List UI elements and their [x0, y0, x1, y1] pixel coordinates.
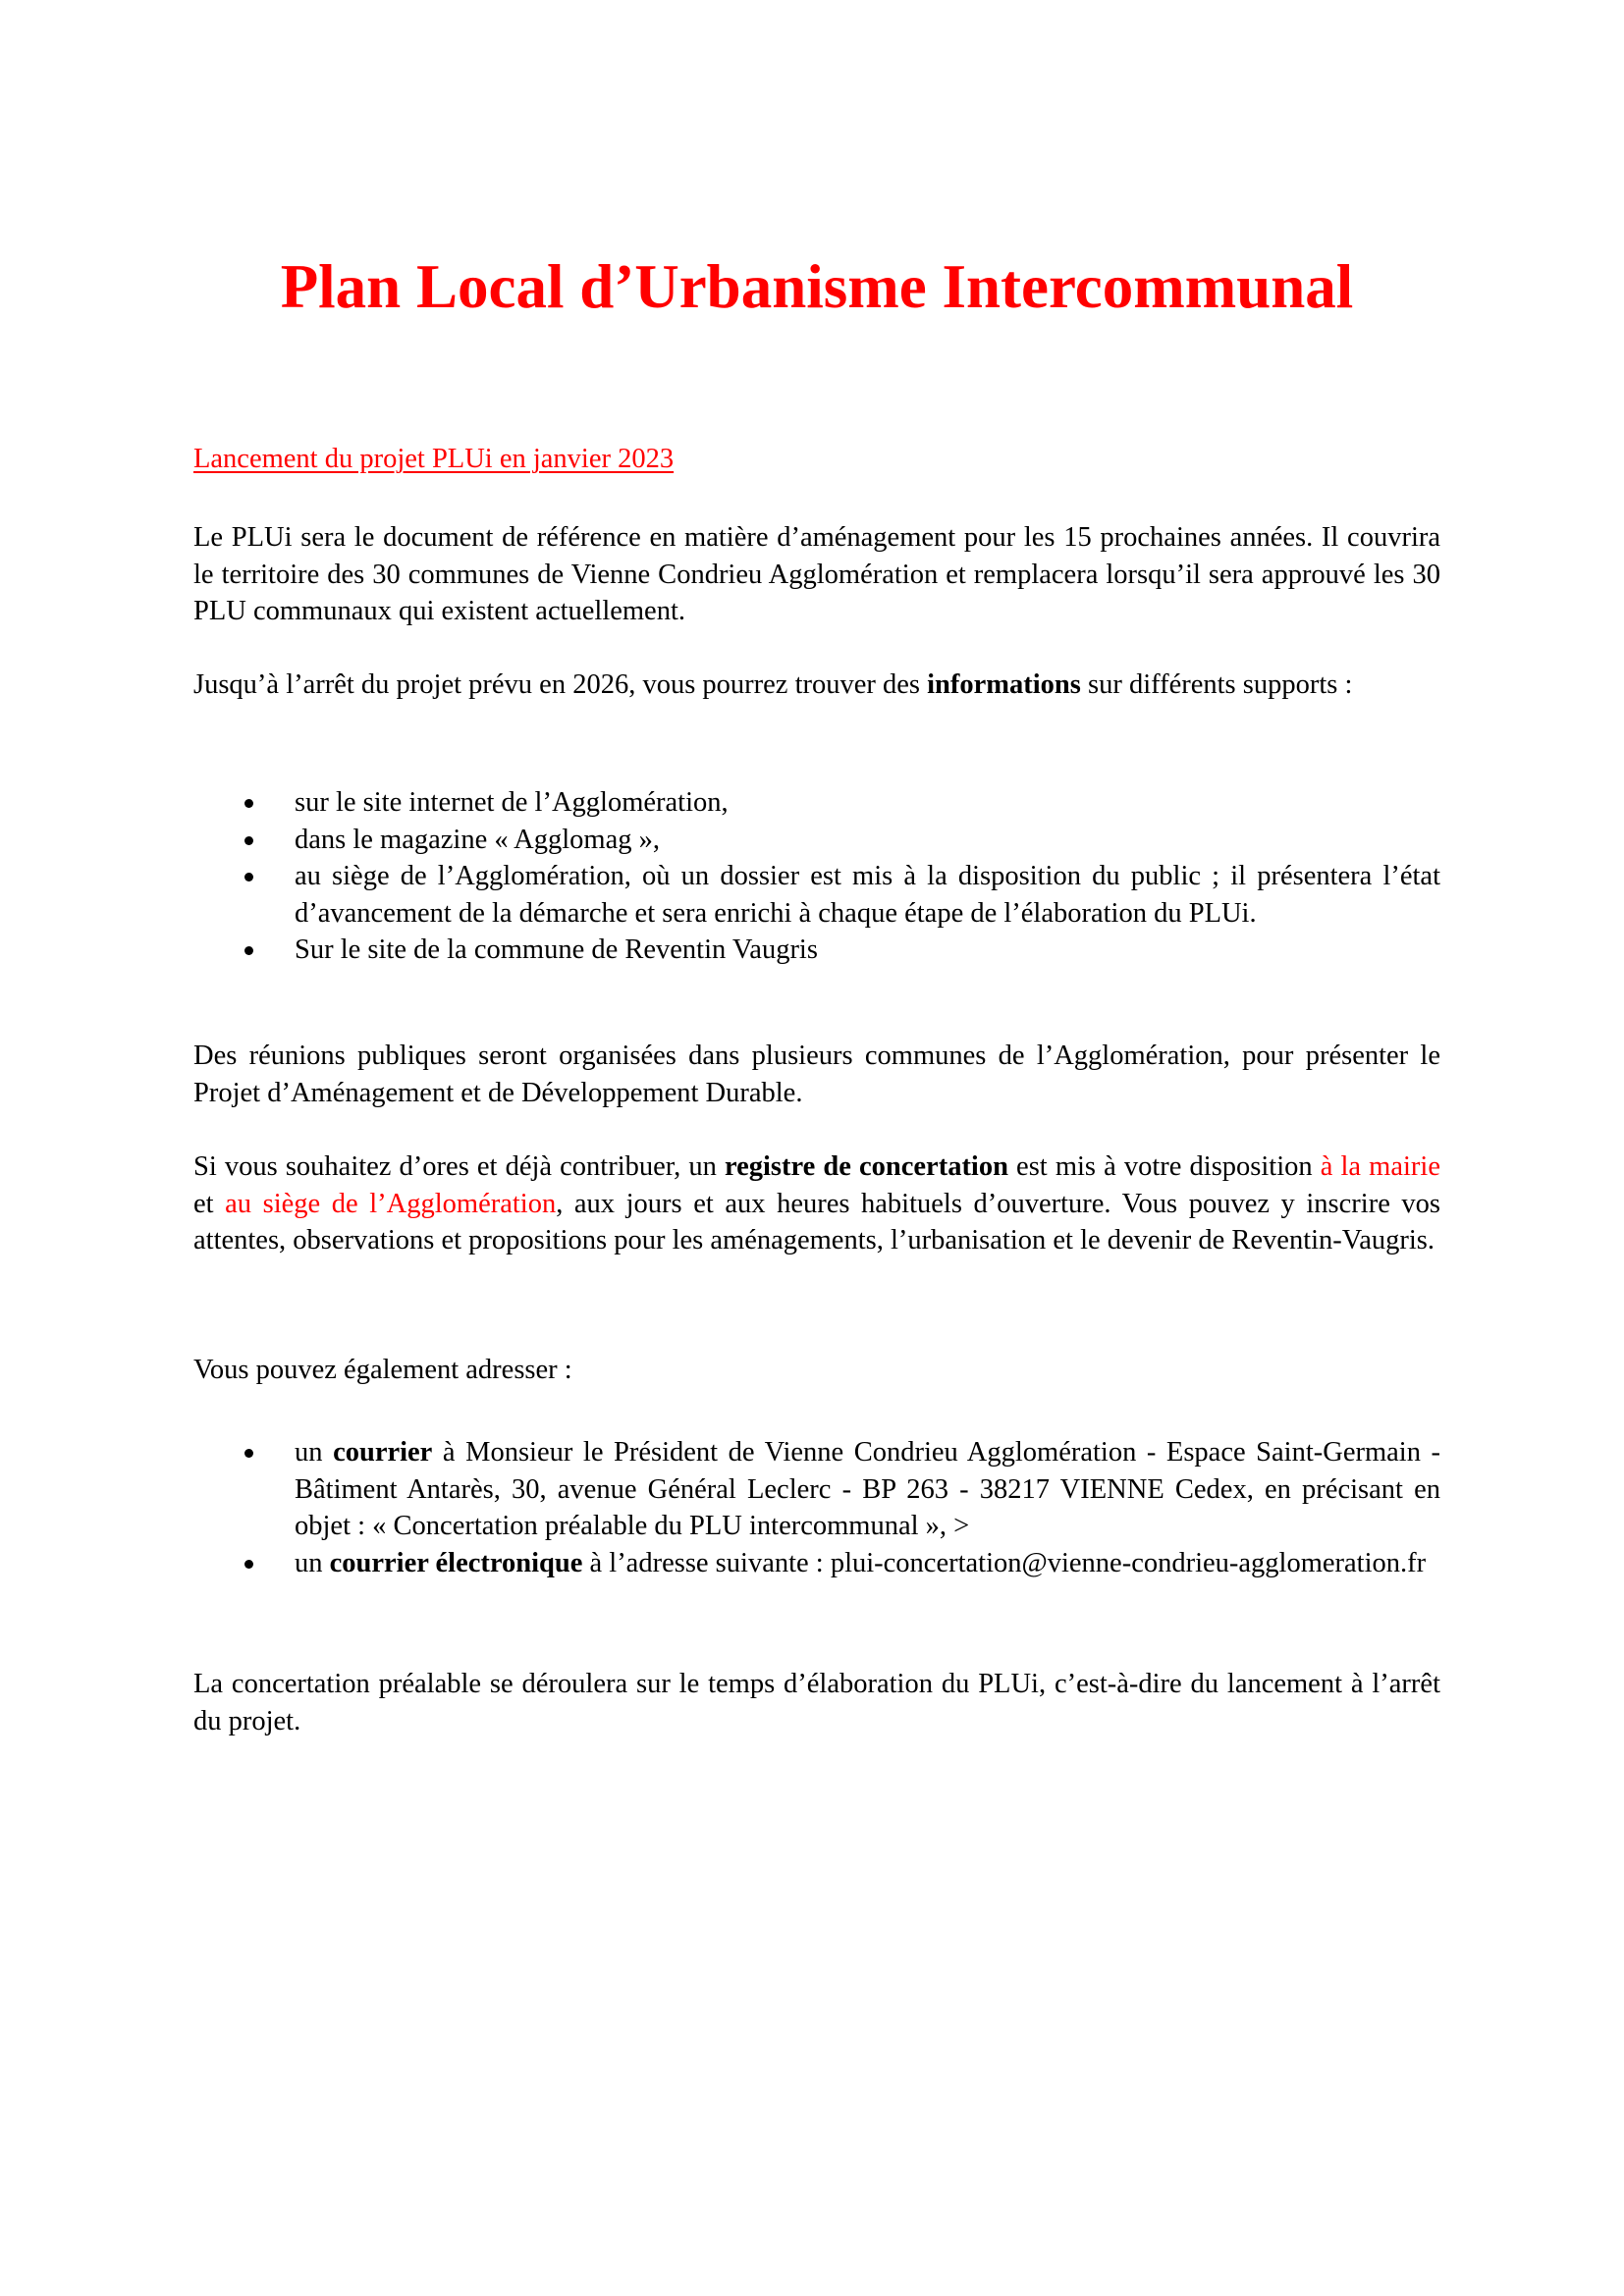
list-item [193, 858, 1440, 932]
contacts-list [193, 1434, 1440, 1581]
email-address-text: à l’adresse suivante : plui-concertation@vienne-condrieu-agglomeration.fr [582, 1547, 1427, 1578]
bullet-icon [244, 1560, 253, 1569]
address-intro-paragraph: Vous pouvez également adresser : [193, 1355, 572, 1385]
information-paragraph [193, 667, 1440, 704]
list-item [193, 822, 1440, 859]
register-text-2: est mis à votre disposition [1007, 1151, 1321, 1182]
siege-highlight: au siège de l’Agglomération [225, 1188, 557, 1219]
bullet-icon [244, 1449, 253, 1458]
closing-paragraph: La concertation préalable se déroulera sur le temps d’élaboration du PLUi, c’est-à-dire du lancement à l’arrêt du projet. [193, 1669, 1440, 1736]
list-item-email [193, 1545, 1440, 1582]
public-meetings-paragraph: Des réunions publiques seront organisées dans plusieurs communes de l’Agglomération, pour présenter le Projet d’Aménagement et de Développement Durable. [193, 1041, 1440, 1108]
list-item [193, 784, 1440, 822]
register-paragraph [193, 1148, 1440, 1259]
email-prefix: un [295, 1547, 330, 1578]
bullet-icon [244, 946, 253, 955]
bullet-icon [244, 799, 253, 808]
list-item-mail [193, 1434, 1440, 1545]
page-title: Plan Local d’Urbanisme Intercommunal [280, 252, 1354, 321]
list-item-text: Sur le site de la commune de Reventin Vaugris [295, 934, 818, 965]
mairie-highlight: à la mairie [1320, 1151, 1440, 1182]
mail-address-text: à Monsieur le Président de Vienne Condrieu Agglomération - Espace Saint-Germain - Bâtiment Antarès, 30, avenue Général Leclerc - BP 263 - 38217 VIENNE Cedex, en précisant en objet : « Concertation préalable du PLU intercommunal », > [295, 1437, 1440, 1541]
bullet-icon [244, 836, 253, 845]
information-bold: informations [927, 669, 1081, 700]
information-text-before: Jusqu’à l’arrêt du projet prévu en 2026, vous pourrez trouver des [193, 669, 928, 700]
mail-bold: courrier [333, 1437, 433, 1468]
list-item [193, 932, 1440, 969]
register-text-4: , aux jours et aux heures habituels d’ouverture. Vous pouvez y inscrire vos attentes, observations et propositions pour les aménagements, l’urbanisation et le devenir de Reventin-Vaugris. [193, 1188, 1441, 1255]
register-text-3: et [193, 1188, 226, 1219]
email-bold: courrier électronique [329, 1547, 583, 1578]
mail-prefix: un [295, 1437, 334, 1468]
bullet-icon [244, 873, 253, 881]
list-item-text: sur le site internet de l’Agglomération, [295, 787, 729, 818]
section-subtitle: Lancement du projet PLUi en janvier 2023 [193, 444, 675, 474]
list-item-text: dans le magazine « Agglomag », [295, 824, 660, 855]
information-text-after: sur différents supports : [1080, 669, 1353, 700]
intro-paragraph: Le PLUi sera le document de référence en matière d’aménagement pour les 15 prochaines années. Il couvrira le territoire des 30 communes de Vienne Condrieu Agglomération et remplacera lorsqu’il sera approuvé les 30 PLU communaux qui existent actuellement. [193, 522, 1440, 626]
list-item-text: au siège de l’Agglomération, où un dossier est mis à la disposition du public ; il présentera l’état d’avancement de la démarche et sera enrichi à chaque étape de l’élaboration du PLUi. [295, 861, 1440, 929]
register-text-1: Si vous souhaitez d’ores et déjà contribuer, un [193, 1151, 725, 1182]
register-bold: registre de concertation [724, 1151, 1008, 1182]
supports-list [193, 784, 1440, 969]
